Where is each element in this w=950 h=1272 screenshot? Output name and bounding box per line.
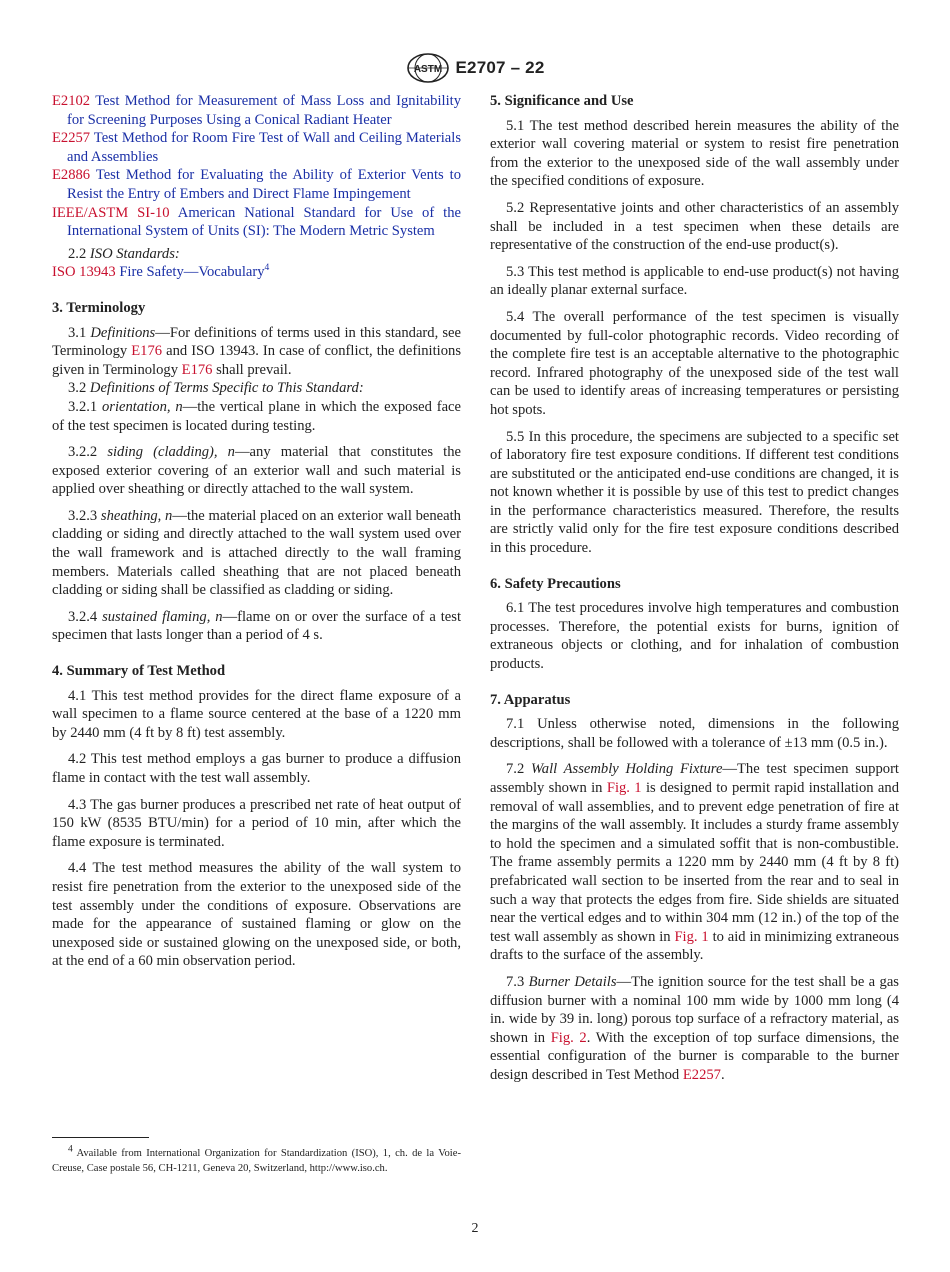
e176-link[interactable]: E176 bbox=[131, 343, 163, 360]
section-6-heading: 6. Safety Precautions bbox=[490, 575, 621, 592]
astm-logo-icon bbox=[406, 52, 450, 84]
reference-si10 bbox=[52, 204, 461, 241]
section-4-heading: 4. Summary of Test Method bbox=[52, 663, 226, 680]
ref-title-link[interactable]: Test Method for Measurement of Mass Loss and Ignitability for Screening Purposes Using a Conical Radiant Heater bbox=[67, 93, 461, 128]
para-3-2-3: 3.2.3 sheathing, n—the material placed on an exterior wall beneath cladding or siding and directly attached to the wall system used over the wall framework and is attached directly to the wall framing members. Materials called sheathing that are not placed beneath cladding or siding shall be classified as cladding or siding. bbox=[52, 507, 461, 599]
section-7-heading: 7. Apparatus bbox=[490, 691, 571, 708]
reference-e2257 bbox=[52, 129, 461, 166]
para-3-2-1: 3.2.1 orientation, n—the vertical plane in which the exposed face of the test specimen is located during testing. bbox=[52, 398, 461, 434]
para-3-2-4: 3.2.4 sustained flaming, n—flame on or over the surface of a test specimen that lasts longer than a period of 4 s. bbox=[52, 608, 461, 644]
right-column bbox=[490, 92, 899, 1085]
footnote-4: $^4$ Available from International Organization for Standardization (ISO), 1, ch. de la Voie-Creuse, Case postale 56, CH-1211, Geneva 20, Switzerland, http://www.iso.ch. bbox=[52, 1144, 461, 1175]
fig-2-link[interactable]: Fig. 2 bbox=[550, 1029, 587, 1046]
ref-title-link[interactable]: Test Method for Room Fire Test of Wall and Ceiling Materials and Assemblies bbox=[67, 130, 461, 165]
para-3-2: 3.2 Definitions of Terms Specific to This Standard: bbox=[68, 380, 364, 397]
para-4-4: 4.4 The test method measures the ability of the wall system to resist fire penetration from the exterior to the unexposed side of the test assembly under the conditions of exposure. Observations are made for the appearance of sustained flaming or glow on the unexposed side or sustained glowing on the unexposed side, or both, at the end of a 60 min observation period. bbox=[52, 860, 461, 970]
para-5-3: 5.3 This test method is applicable to end-use product(s) not having an ideally planar external surface. bbox=[490, 263, 899, 299]
ref-title-link[interactable]: Fire Safety—Vocabulary bbox=[119, 264, 265, 281]
para-5-1: 5.1 The test method described herein measures the ability of the exterior wall covering material or system to resist fire penetration from the exterior to the unexposed side of the wall assembly under the specified conditions of exposure. bbox=[490, 117, 899, 190]
footnote-mark[interactable]: 4 bbox=[264, 263, 270, 274]
left-column bbox=[52, 92, 461, 971]
para-5-4: 5.4 The overall performance of the test specimen is visually documented by full-color photographic records. Video recording of the complete fire test is an acceptable alternative to the photographic record. Infrared photography of the unexposed side of the test wall can be used to identify areas of increasing temperatures or persisting hot spots. bbox=[490, 308, 899, 418]
document-number: E2707 – 22 bbox=[455, 57, 545, 77]
ref-code-link[interactable]: E2886 bbox=[52, 167, 91, 184]
logo-text: ASTM bbox=[413, 64, 442, 75]
para-4-2: 4.2 This test method employs a gas burner to produce a diffusion flame in contact with the test wall assembly. bbox=[52, 751, 461, 786]
ref-code-link[interactable]: ISO 13943 bbox=[52, 264, 116, 281]
footnote-divider bbox=[52, 1137, 149, 1138]
para-7-3: 7.3 Burner Details—The ignition source for the test shall be a gas diffusion burner with a nominal 100 mm wide by 1000 mm long (4 in. wide by 39 in. long) porous top surface of a refractory material, as shown in Fig. 2. With the exception of top surface dimensions, the essential configuration of the burner is comparable to the burner design described in Test Method E2257. bbox=[490, 973, 900, 1083]
para-3-1: 3.1 Definitions—For definitions of terms used in this standard, see Terminology E176 and ISO 13943. In case of conflict, the definitions given in Terminology E176 shall prevail. bbox=[52, 324, 461, 378]
para-3-2-2: 3.2.2 siding (cladding), n—any material that constitutes the exposed exterior covering of an exterior wall and such material is applied over sheathing or directly attached to the wall system. bbox=[52, 444, 462, 498]
ref-code-link[interactable]: E2257 bbox=[52, 130, 91, 147]
ref-code-link[interactable]: IEEE/ASTM SI-10 bbox=[52, 204, 170, 221]
section-3-heading: 3. Terminology bbox=[52, 299, 146, 316]
fig-1-link[interactable]: Fig. 1 bbox=[606, 780, 642, 796]
para-5-2: 5.2 Representative joints and other characteristics of an assembly shall be included in a test specimen when these details are representative of the construction of the end-use product(s). bbox=[490, 199, 899, 254]
para-7-1: 7.1 Unless otherwise noted, dimensions in the following descriptions, shall be followed with a tolerance of ±13 mm (0.5 in.). bbox=[490, 716, 899, 751]
reference-e2886 bbox=[52, 166, 461, 203]
para-6-1: 6.1 The test procedures involve high temperatures and combustion processes. Therefore, the potential exists for burns, ignition of extraneous objects or clothing, and for inhalation of combustion products. bbox=[490, 600, 899, 673]
reference-e2102 bbox=[52, 92, 461, 129]
section-5-heading: 5. Significance and Use bbox=[490, 93, 634, 109]
ref-title-link[interactable]: Test Method for Evaluating the Ability of Exterior Vents to Resist the Entry of Embers and Direct Flame Impingement bbox=[67, 167, 461, 202]
para-5-5: 5.5 In this procedure, the specimens are subjected to a specific set of laboratory fire test exposure conditions. If different test conditions are substituted or the anticipated end-use conditions are changed, it is not known whether it is possible by use of this test to predict changes in the performance characteristics measured. Therefore, the results are strictly valid only for the fire test exposure conditions described in this procedure. bbox=[490, 428, 899, 557]
reference-iso13943 bbox=[52, 263, 461, 282]
para-4-3: 4.3 The gas burner produces a prescribed net rate of heat output of 150 kW (8535 BTU/min) for a period of 10 min, after which the flame exposure is terminated. bbox=[52, 796, 461, 850]
para-4-1: 4.1 This test method provides for the direct flame exposure of a wall specimen to a flame source centered at the base of a 1220 mm by 2440 mm (4 ft by 8 ft) test assembly. bbox=[52, 687, 461, 741]
fig-1-link[interactable]: Fig. 1 bbox=[674, 928, 709, 945]
iso-standards-heading: 2.2 ISO Standards: bbox=[68, 245, 180, 262]
page-number: 2 bbox=[471, 1221, 479, 1236]
ref-title-link[interactable]: American National Standard for Use of the International System of Units (SI): The Modern Metric System bbox=[67, 204, 461, 240]
e176-link[interactable]: E176 bbox=[181, 361, 213, 378]
e2257-link[interactable]: E2257 bbox=[682, 1066, 721, 1083]
ref-code-link[interactable]: E2102 bbox=[52, 93, 91, 109]
para-7-2: 7.2 Wall Assembly Holding Fixture—The test specimen support assembly shown in Fig. 1 is designed to permit rapid installation and removal of wall assemblies, and to prevent edge penetration of fire at the margins of the wall assembly. It includes a sturdy frame assembly to hold the specimen and a simulated soffit that is non-combustible. The frame assembly permits a 1220 mm by 2440 mm (4 ft by 8 ft) prefabricated wall section to be inserted from the rear and to seal in such a way that protects the edges from fire. Side shields are situated near the vertical edges and to within 304 mm (12 in.) of the top of the test wall assembly as shown in Fig. 1 to aid in minimizing extraneous drafts to the surface of the assembly. bbox=[490, 761, 900, 964]
page-header bbox=[0, 50, 950, 86]
